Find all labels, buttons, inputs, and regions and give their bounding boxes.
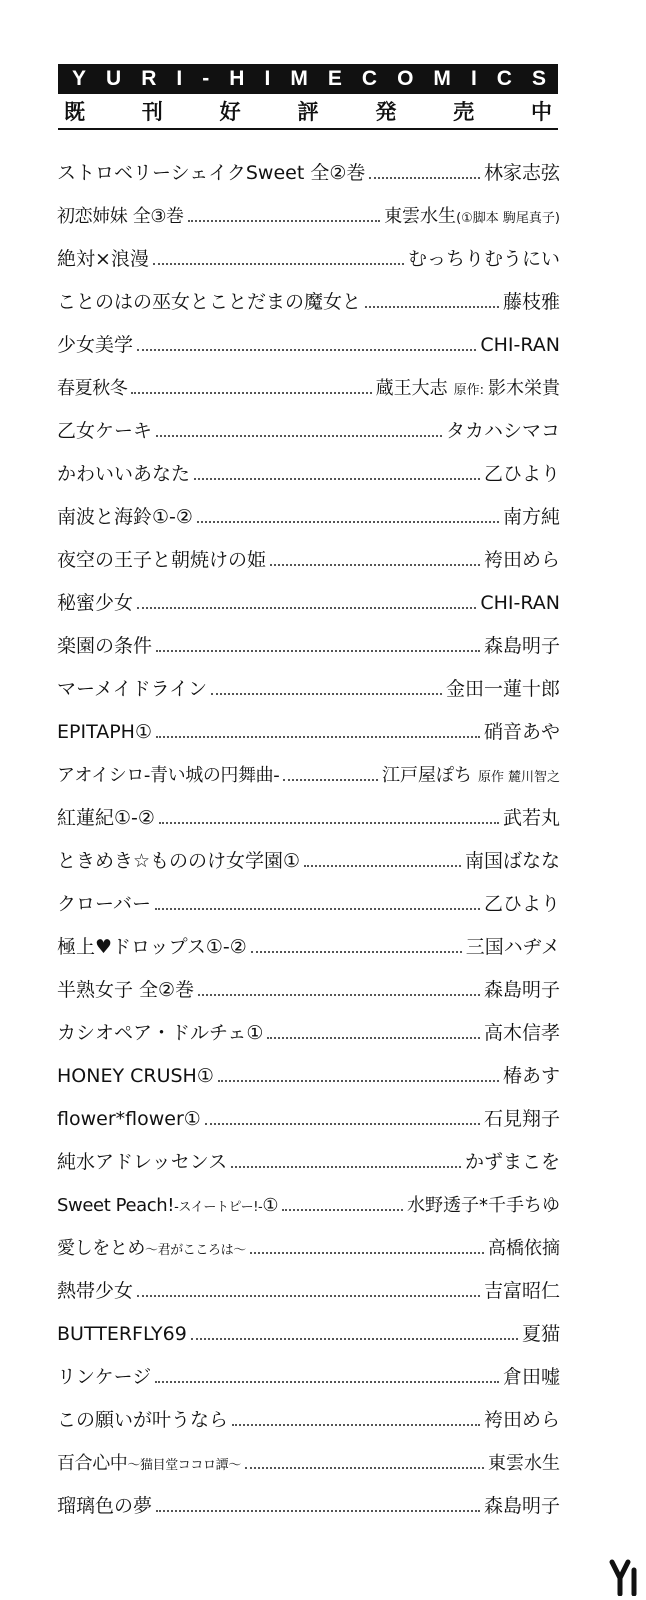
dot-leader <box>156 736 480 738</box>
author-name: 乙ひより <box>483 463 560 485</box>
book-title <box>57 1110 201 1129</box>
subtitle-char: 好 <box>219 100 241 124</box>
book-title <box>57 594 133 613</box>
dot-leader <box>137 607 476 609</box>
author-name: 倉田嘘 <box>502 1366 560 1388</box>
book-title-main: 愛しをとめ <box>57 1237 145 1259</box>
book-title <box>57 938 247 957</box>
list-item <box>57 926 560 969</box>
book-title <box>57 764 280 786</box>
book-author <box>480 594 560 613</box>
list-item <box>57 797 560 840</box>
book-title <box>57 809 155 828</box>
dot-leader <box>282 1209 403 1211</box>
list-item <box>57 625 560 668</box>
book-author <box>466 938 560 957</box>
author-name: 石見翔子 <box>483 1108 560 1130</box>
book-author <box>503 1368 560 1387</box>
book-author <box>484 1024 560 1043</box>
author-name: むっちりむうにい <box>407 248 560 270</box>
dot-leader <box>155 908 480 910</box>
list-item <box>57 1055 560 1098</box>
book-author <box>503 1067 560 1086</box>
book-subtitle: ～猫目堂ココロ譚～ <box>127 1457 241 1473</box>
book-title-main: 百合心中 <box>57 1452 128 1474</box>
book-title <box>57 1325 187 1344</box>
author-name: 森島明子 <box>483 635 560 657</box>
list-item <box>57 969 560 1012</box>
book-title-main: flower*flower① <box>57 1108 201 1130</box>
book-author <box>484 1110 560 1129</box>
book-author <box>407 1194 560 1216</box>
book-title-main: ことのはの巫女とことだまの魔女と <box>57 291 362 313</box>
dot-leader <box>159 822 499 824</box>
book-author <box>408 250 560 269</box>
book-title <box>57 1368 151 1387</box>
dot-leader <box>250 1252 484 1254</box>
list-item <box>57 152 560 195</box>
book-title-main: HONEY CRUSH① <box>57 1065 214 1087</box>
author-name: 乙ひより <box>483 893 560 915</box>
author-name: 夏猫 <box>521 1323 560 1345</box>
book-title <box>57 637 152 656</box>
author-name: 水野透子*千手ちゆ <box>407 1194 560 1216</box>
book-author <box>381 764 560 786</box>
original-author-name: 麓川智之 <box>507 769 560 785</box>
book-title-main: クローバー <box>57 893 152 915</box>
list-item <box>57 754 560 797</box>
list-item <box>57 1012 560 1055</box>
dot-leader <box>267 1037 480 1039</box>
book-title-main: リンケージ <box>57 1366 152 1388</box>
list-item <box>57 238 560 281</box>
book-title-main: マーメイドライン <box>57 678 208 700</box>
book-title-main: 秘蜜少女 <box>57 592 134 614</box>
book-title-main: この願いが叶うなら <box>57 1409 229 1431</box>
dot-leader <box>198 994 480 996</box>
book-author <box>384 205 560 227</box>
book-title-main: ストロベリーシェイクSweet 全②巻 <box>57 162 366 184</box>
subtitle-char: 中 <box>530 100 552 124</box>
brand-letter: R <box>141 67 157 90</box>
credit-label: 原作 <box>477 769 504 785</box>
book-title-main: EPITAPH① <box>57 721 152 743</box>
book-author <box>484 164 560 183</box>
subtitle-char: 評 <box>297 100 319 124</box>
book-author <box>484 465 560 484</box>
book-title <box>57 723 152 742</box>
book-title <box>57 1194 279 1216</box>
list-item <box>57 1270 560 1313</box>
book-title <box>57 465 190 484</box>
subtitle-now-on-sale <box>58 97 558 125</box>
subtitle-char: 刊 <box>141 100 163 124</box>
book-author <box>484 551 560 570</box>
author-name: 南方純 <box>502 506 560 528</box>
author-name: 武若丸 <box>502 807 560 829</box>
book-title-main: 乙女ケーキ <box>57 420 153 442</box>
book-title-main: アオイシロ-青い城の円舞曲- <box>57 764 280 786</box>
author-name: 藤枝雅 <box>502 291 560 313</box>
book-title <box>57 1452 241 1474</box>
list-item <box>57 496 560 539</box>
list-item <box>57 582 560 625</box>
book-title-main: 夜空の王子と朝焼けの姫 <box>57 549 267 571</box>
list-item <box>57 1313 560 1356</box>
list-item <box>57 1184 560 1227</box>
subtitle-underline <box>58 128 558 130</box>
author-name: 東雲水生 <box>488 1452 560 1474</box>
book-author <box>488 1237 560 1259</box>
author-name: CHI-RAN <box>480 592 560 614</box>
book-title <box>57 336 133 355</box>
dot-leader <box>251 951 462 953</box>
book-title <box>57 981 194 1000</box>
book-title-main: 極上♥ドロップス①-② <box>57 936 247 958</box>
book-title <box>57 293 361 312</box>
book-author <box>484 723 560 742</box>
author-name: 高橋依摘 <box>488 1237 560 1259</box>
book-title <box>57 1024 263 1043</box>
author-note: (①脚本 駒尾真子) <box>456 210 560 226</box>
list-item <box>57 324 560 367</box>
book-author <box>446 680 560 699</box>
dot-leader <box>188 220 380 222</box>
book-title-main: 瑠璃色の夢 <box>57 1495 153 1517</box>
author-name: 金田一蓮十郎 <box>445 678 560 700</box>
dot-leader <box>137 349 476 351</box>
dot-leader <box>231 1166 461 1168</box>
credit-label: 原作: <box>453 382 484 398</box>
list-item <box>57 1141 560 1184</box>
author-name: 三国ハヂメ <box>465 936 560 958</box>
book-title-main: 少女美学 <box>57 334 134 356</box>
subtitle-char: 発 <box>375 100 397 124</box>
dot-leader <box>245 1467 484 1469</box>
brand-letter: M <box>433 67 451 90</box>
dot-leader <box>232 1424 480 1426</box>
brand-letter: Y <box>72 67 87 90</box>
book-title <box>57 551 266 570</box>
brand-letter: I <box>264 67 271 90</box>
book-author <box>484 1282 560 1301</box>
brand-letter: M <box>290 67 308 90</box>
list-item <box>57 195 560 238</box>
list-item <box>57 410 560 453</box>
book-author <box>375 377 560 399</box>
dot-leader <box>197 521 499 523</box>
brand-banner <box>58 64 558 94</box>
author-name: 硝音あや <box>483 721 560 743</box>
list-item <box>57 1356 560 1399</box>
book-title <box>57 1411 228 1430</box>
book-title <box>57 164 365 183</box>
brand-letter: C <box>496 67 512 90</box>
book-author <box>503 508 560 527</box>
dot-leader <box>218 1080 499 1082</box>
author-name: 東雲水生 <box>384 205 457 227</box>
dot-leader <box>156 650 480 652</box>
author-name: 林家志弦 <box>483 162 560 184</box>
book-subtitle: ～君がこころは～ <box>145 1242 246 1258</box>
book-title <box>57 377 128 399</box>
dot-leader <box>211 693 442 695</box>
dot-leader <box>194 478 480 480</box>
book-author <box>503 293 560 312</box>
author-name: 蔵王大志 <box>375 377 448 399</box>
list-item <box>57 281 560 324</box>
list-item <box>57 668 560 711</box>
book-title-main: Sweet Peach! <box>57 1194 175 1216</box>
list-item <box>57 840 560 883</box>
book-author <box>465 852 560 871</box>
dot-leader <box>131 392 371 394</box>
book-title-main: 熱帯少女 <box>57 1280 134 1302</box>
dot-leader <box>369 177 480 179</box>
book-title-main: 半熟女子 全②巻 <box>57 979 195 1001</box>
dot-leader <box>137 1295 480 1297</box>
book-title-main: 春夏秋冬 <box>57 377 128 399</box>
brand-letter: O <box>397 67 414 90</box>
book-title-main: 楽園の条件 <box>57 635 153 657</box>
book-title-main: 絶対×浪漫 <box>57 248 149 270</box>
subtitle-char: 売 <box>453 100 475 124</box>
book-title-main: 初恋姉妹 全③巻 <box>57 205 184 227</box>
author-name: 森島明子 <box>483 1495 560 1517</box>
brand-letter: E <box>327 67 342 90</box>
book-title-main: 紅蓮紀①-② <box>57 807 155 829</box>
list-item <box>57 453 560 496</box>
author-name: 江戸屋ぽち <box>381 764 472 786</box>
book-author <box>484 1497 560 1516</box>
list-item <box>57 367 560 410</box>
catalog-list <box>57 152 560 1528</box>
book-author <box>484 1411 560 1430</box>
original-author-name: 影木栄貴 <box>488 377 560 399</box>
author-name: CHI-RAN <box>480 334 560 356</box>
book-title <box>57 852 300 871</box>
book-author <box>503 809 560 828</box>
dot-leader <box>283 779 378 781</box>
author-name: かずまこを <box>464 1151 560 1173</box>
list-item <box>57 539 560 582</box>
dot-leader <box>270 564 480 566</box>
book-author <box>465 1153 560 1172</box>
list-item <box>57 711 560 754</box>
book-title-main: 南波と海鈴①-② <box>57 506 193 528</box>
dot-leader <box>304 865 461 867</box>
dot-leader <box>365 306 499 308</box>
list-item <box>57 1442 560 1485</box>
book-volume: ① <box>262 1194 279 1216</box>
book-title <box>57 205 184 227</box>
brand-letter: C <box>361 67 378 90</box>
author-name: 南国ばなな <box>464 850 560 872</box>
dot-leader <box>205 1123 480 1125</box>
brand-title <box>72 67 546 91</box>
author-name: 高木信孝 <box>483 1022 560 1044</box>
book-title <box>57 1237 246 1259</box>
book-title-main: BUTTERFLY69 <box>57 1323 187 1345</box>
book-title-main: カシオペア・ドルチェ① <box>57 1022 264 1044</box>
dot-leader <box>156 1510 480 1512</box>
book-author <box>484 981 560 1000</box>
author-name: タカハシマコ <box>445 420 560 442</box>
dot-leader <box>155 1381 499 1383</box>
brand-letter: I <box>470 67 477 90</box>
brand-letter: - <box>202 67 210 90</box>
book-title-main: 純水アドレッセンス <box>57 1151 228 1173</box>
brand-letter: S <box>531 67 546 90</box>
book-title <box>57 1153 227 1172</box>
book-title <box>57 250 149 269</box>
brand-letter: H <box>229 67 245 90</box>
book-author <box>488 1452 560 1474</box>
subtitle-char: 既 <box>64 100 85 124</box>
book-title <box>57 895 151 914</box>
list-item <box>57 1485 560 1528</box>
dot-leader <box>153 263 404 265</box>
book-author <box>480 336 560 355</box>
book-title <box>57 508 193 527</box>
book-author <box>446 422 560 441</box>
brand-letter: I <box>176 67 183 90</box>
author-name: 吉富昭仁 <box>483 1280 560 1302</box>
book-title <box>57 1497 152 1516</box>
dot-leader <box>156 435 442 437</box>
author-name: 袴田めら <box>483 549 560 571</box>
dot-leader <box>191 1338 518 1340</box>
author-name: 椿あす <box>502 1065 560 1087</box>
book-author <box>484 895 560 914</box>
book-title <box>57 1282 133 1301</box>
list-item <box>57 1399 560 1442</box>
list-item <box>57 1227 560 1270</box>
brand-letter: U <box>106 67 122 90</box>
book-author <box>484 637 560 656</box>
book-subtitle: -スイートピー!- <box>174 1199 263 1215</box>
book-title <box>57 680 207 699</box>
author-name: 袴田めら <box>483 1409 560 1431</box>
book-title-main: かわいいあなた <box>57 463 191 485</box>
book-author <box>522 1325 560 1344</box>
book-title-main: ときめき☆もののけ女学園① <box>57 850 301 872</box>
corner-logo-fragment <box>606 1556 646 1596</box>
list-item <box>57 1098 560 1141</box>
list-item <box>57 883 560 926</box>
book-title <box>57 422 152 441</box>
book-title <box>57 1067 214 1086</box>
author-name: 森島明子 <box>483 979 560 1001</box>
